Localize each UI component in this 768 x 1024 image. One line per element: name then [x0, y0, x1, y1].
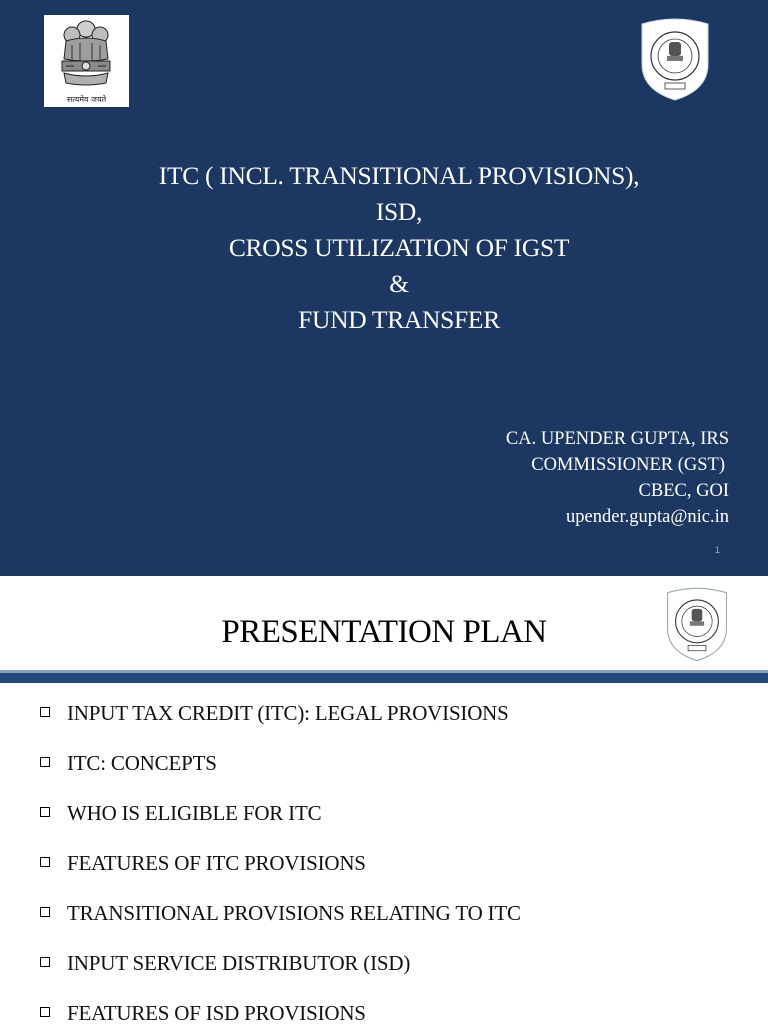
checkbox-bullet-icon — [40, 957, 50, 967]
title-line-1: ITC ( INCL. TRANSITIONAL PROVISIONS), — [158, 161, 640, 190]
department-badge-icon — [638, 16, 712, 102]
list-item-text: ITC: CONCEPTS — [67, 751, 217, 775]
plan-list — [40, 700, 521, 1024]
national-emblem-logo — [44, 15, 129, 107]
emblem-motto: सत्यमेव जयते — [66, 95, 107, 104]
list-item — [40, 750, 521, 800]
list-item-text: TRANSITIONAL PROVISIONS RELATING TO ITC — [67, 901, 521, 925]
checkbox-bullet-icon — [40, 807, 50, 817]
title-line-2: ISD, — [375, 197, 423, 226]
list-item-text: FEATURES OF ISD PROVISIONS — [67, 1001, 366, 1024]
title-line-4: & — [389, 269, 409, 298]
lion-capital-icon — [44, 15, 129, 95]
checkbox-bullet-icon — [40, 707, 50, 717]
author-info — [506, 426, 729, 530]
title-line-3: CROSS UTILIZATION OF IGST — [228, 233, 570, 262]
checkbox-bullet-icon — [40, 757, 50, 767]
divider-bar — [0, 673, 768, 683]
author-email[interactable]: upender.gupta@nic.in — [566, 507, 729, 527]
checkbox-bullet-icon — [40, 907, 50, 917]
list-item-text: INPUT SERVICE DISTRIBUTOR (ISD) — [67, 951, 411, 975]
checkbox-bullet-icon — [40, 1007, 50, 1017]
plan-title: PRESENTATION PLAN — [221, 614, 547, 650]
slide-title — [0, 158, 768, 338]
author-organisation: CBEC, GOI — [638, 481, 729, 501]
list-item-text: FEATURES OF ITC PROVISIONS — [67, 851, 366, 875]
checkbox-bullet-icon — [40, 857, 50, 867]
list-item — [40, 800, 521, 850]
list-item-text: INPUT TAX CREDIT (ITC): LEGAL PROVISIONS — [67, 701, 509, 725]
list-item — [40, 700, 521, 750]
list-item — [40, 900, 521, 950]
page-number: 1 — [715, 545, 721, 555]
list-item — [40, 1000, 521, 1024]
title-line-5: FUND TRANSFER — [298, 305, 500, 334]
list-item-text: WHO IS ELIGIBLE FOR ITC — [67, 801, 322, 825]
author-name: CA. UPENDER GUPTA, IRS — [505, 429, 729, 449]
list-item — [40, 950, 521, 1000]
presentation-plan-slide — [0, 576, 768, 1024]
department-badge-icon — [664, 585, 730, 663]
author-designation: COMMISSIONER (GST) — [531, 455, 725, 475]
list-item — [40, 850, 521, 900]
